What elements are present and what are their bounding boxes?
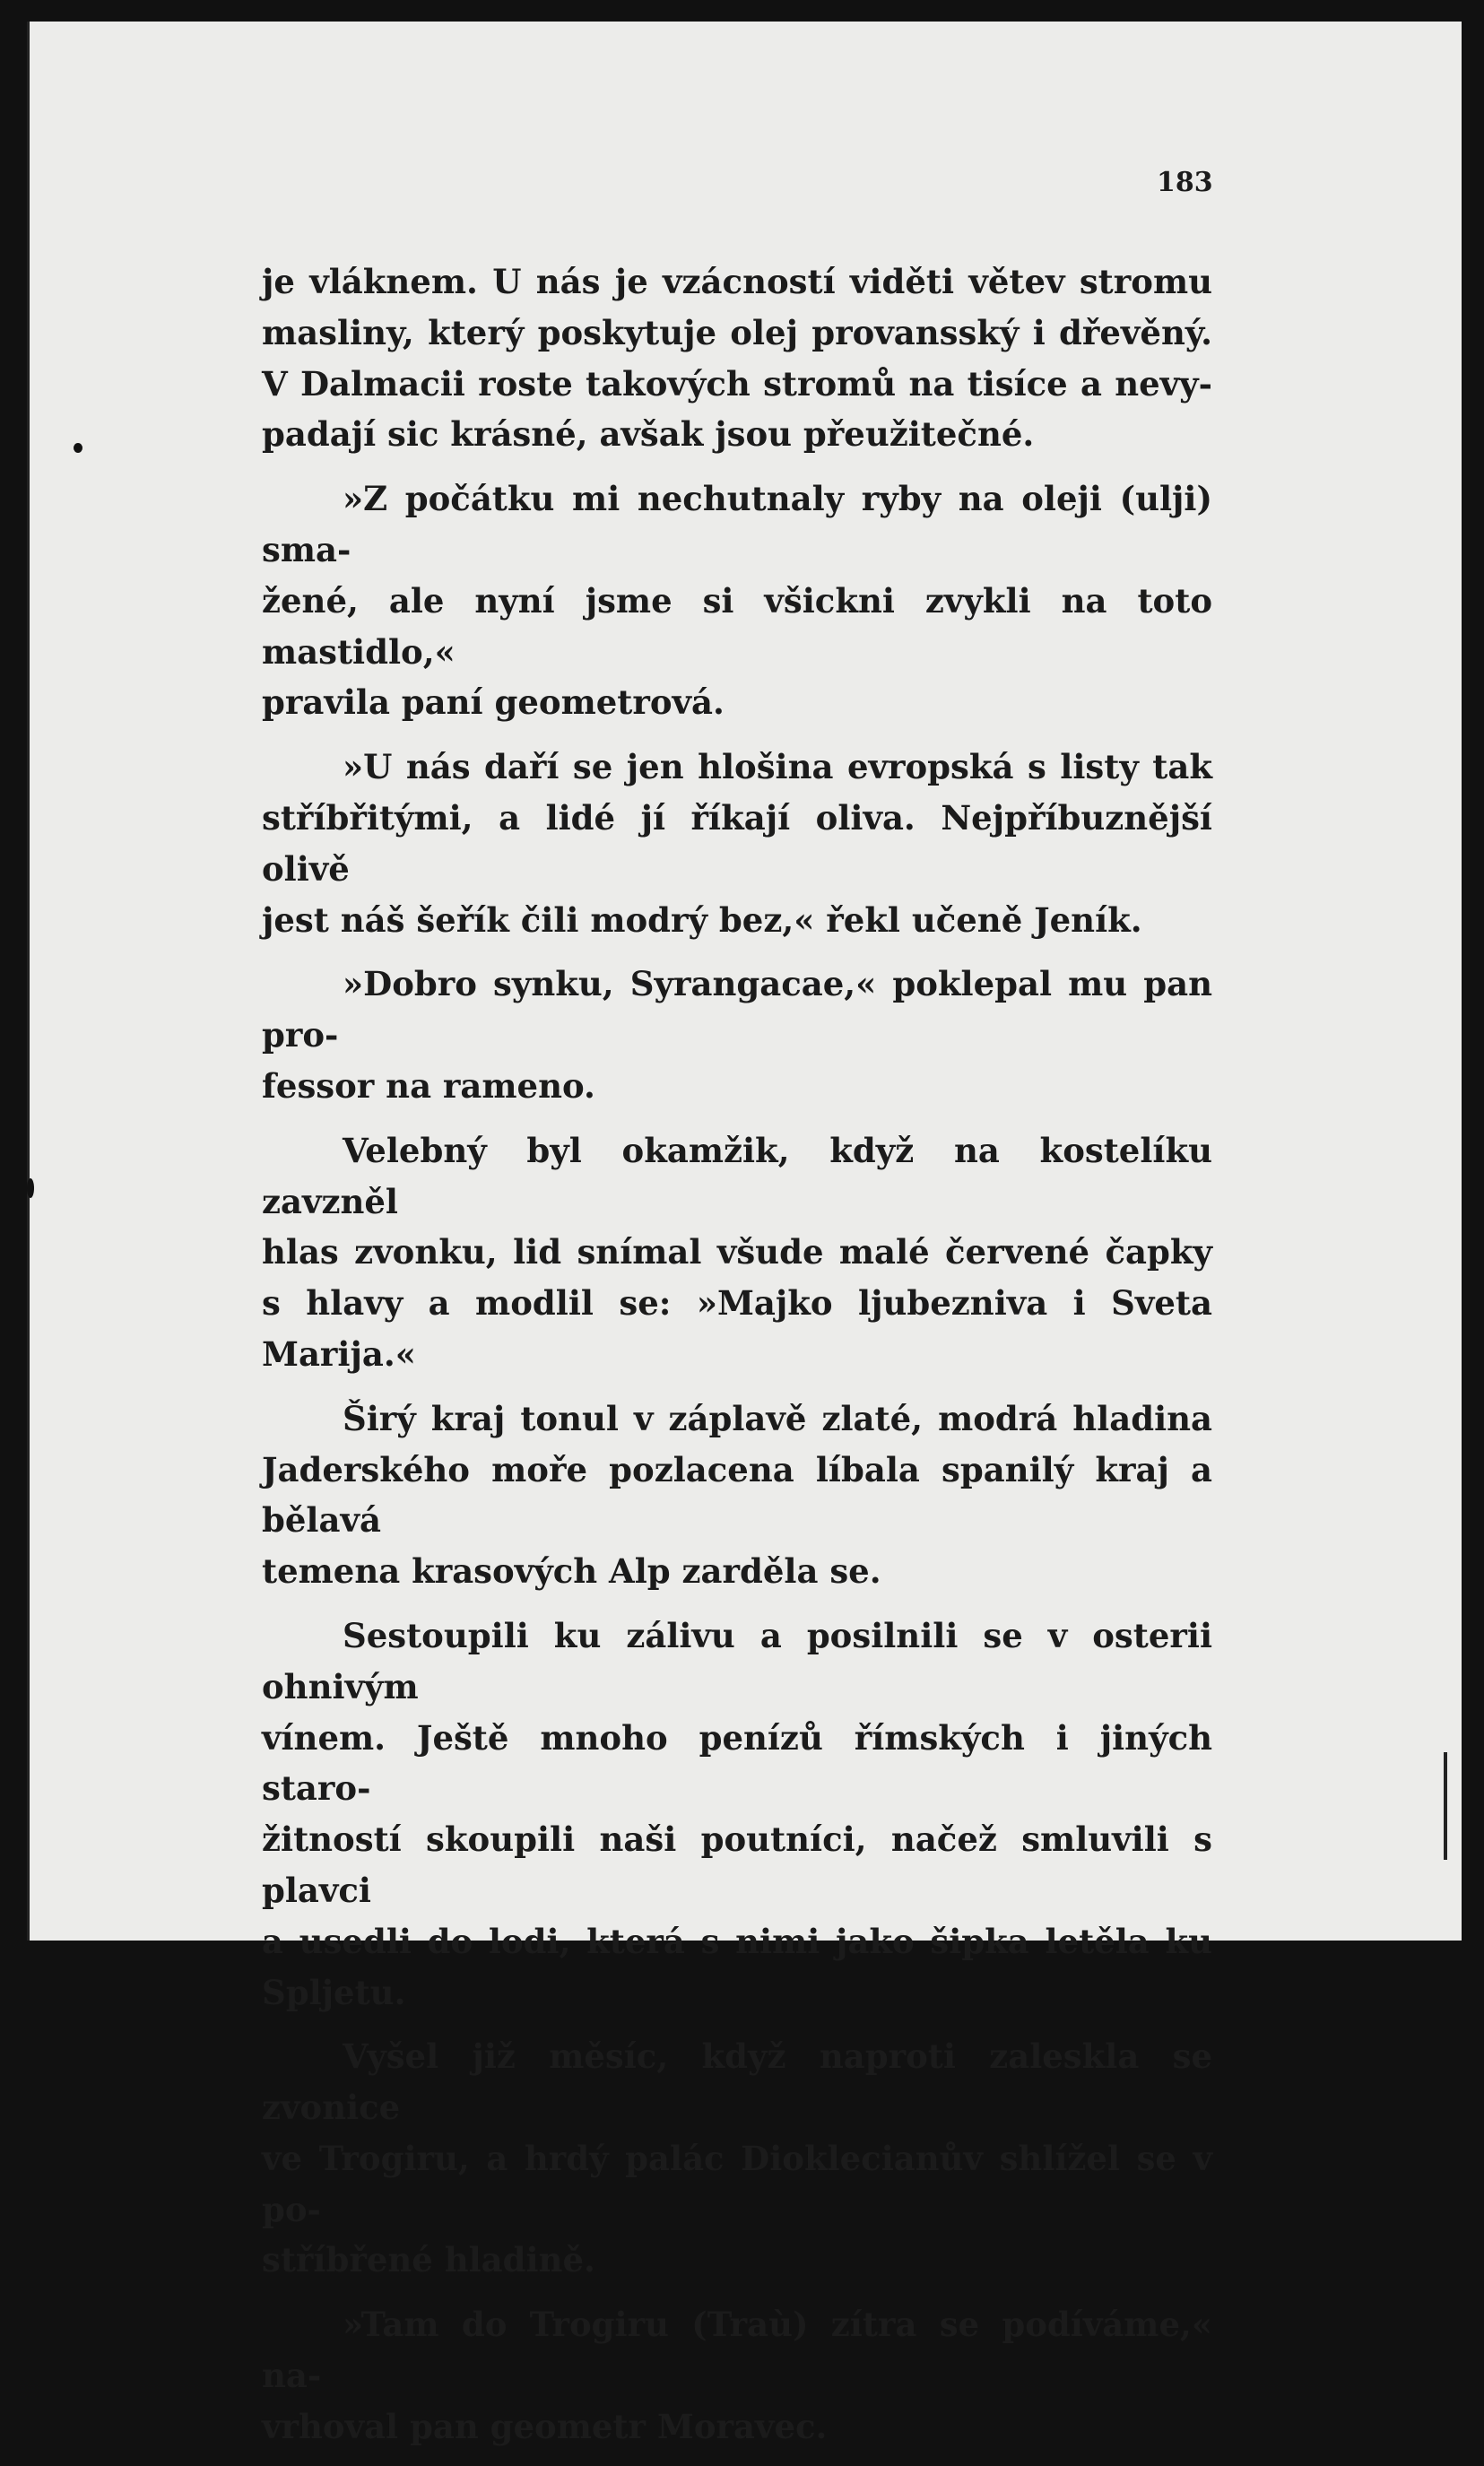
text-line: V Dalmacii roste takových stromů na tisíce a nevy- (262, 363, 1212, 404)
paragraph (262, 1611, 1212, 2018)
paragraph (262, 1394, 1212, 1597)
paragraph (262, 1125, 1212, 1380)
text-line: hlas zvonku, lid snímal všude malé červené čapky (262, 1232, 1212, 1272)
text-line: »U nás daří se jen hlošina evropská s listy tak (343, 747, 1212, 787)
text-line: Velebný byl okamžik, když na kostelíku zavzněl (262, 1130, 1212, 1221)
text-line: jest náš šeřík čili modrý bez,« řekl učeně Jeník. (262, 899, 1142, 940)
text-line: »Dobro synku, Syrangacae,« poklepal mu pan pro- (262, 964, 1212, 1055)
text-line: pravila paní geometrová. (262, 682, 725, 723)
paragraph (262, 2031, 1212, 2286)
paragraph (262, 742, 1212, 945)
paragraph (262, 256, 1212, 460)
text-line: je vláknem. U nás je vzácností viděti větev stromu (262, 262, 1212, 301)
text-line: »Tam do Trogiru (Traù) zítra se podíváme,« na- (262, 2305, 1212, 2396)
text-line: stříbřitými, a lidé jí říkají oliva. Nejpříbuznější olivě (262, 797, 1212, 889)
text-line: fessor na rameno. (262, 1065, 595, 1106)
page-left-edge-line (27, 22, 30, 1941)
text-line: stříbřené hladině. (262, 2240, 595, 2280)
text-line: masliny, který poskytuje olej provansský i dřevěný. (262, 312, 1212, 352)
text-line: s hlavy a modlil se: »Majko ljubezniva i Sveta Marija.« (262, 1283, 1212, 1374)
text-line: padají sic krásné, avšak jsou přeužitečné. (262, 414, 1035, 455)
margin-dot (74, 443, 82, 453)
page-right-edge-line (1444, 1752, 1447, 1860)
text-line: vínem. Ještě mnoho penízů římských i jiných staro- (262, 1717, 1212, 1809)
paragraph (262, 959, 1212, 1111)
text-line: a usedli do lodi, která s nimi jako šipka letěla ku (262, 1921, 1212, 1961)
text-line: temena krasových Alp zarděla se. (262, 1551, 881, 1592)
page-number: 183 (1157, 167, 1213, 198)
text-line: žené, ale nyní jsme si všickni zvykli na toto mastidlo,« (262, 580, 1212, 672)
text-line: Spljetu. (262, 1972, 406, 2012)
text-line: »Z počátku mi nechutnaly ryby na oleji (ulji) sma- (262, 479, 1212, 569)
paragraph (262, 473, 1212, 728)
text-block (262, 256, 1212, 2466)
text-line: ve Trogiru, a hrdý palác Dioklecianův shlížel se v po- (262, 2138, 1212, 2229)
text-line: Vyšel již měsíc, když naproti zaleskla se zvonice (262, 2036, 1212, 2128)
text-line: žitností skoupili naši poutníci, načež smluvili s plavci (262, 1819, 1212, 1910)
text-line: Širý kraj tonul v záplavě zlaté, modrá hladina (343, 1398, 1212, 1438)
margin-dot (27, 1178, 34, 1198)
paragraph (262, 2299, 1212, 2452)
text-line: Sestoupili ku zálivu a posilnili se v osterii ohnivým (262, 1615, 1212, 1706)
text-line: Jaderského moře pozlacena líbala spanilý kraj a bělavá (262, 1449, 1212, 1541)
text-line: vrhoval pan geometr Moravec. (262, 2406, 828, 2446)
